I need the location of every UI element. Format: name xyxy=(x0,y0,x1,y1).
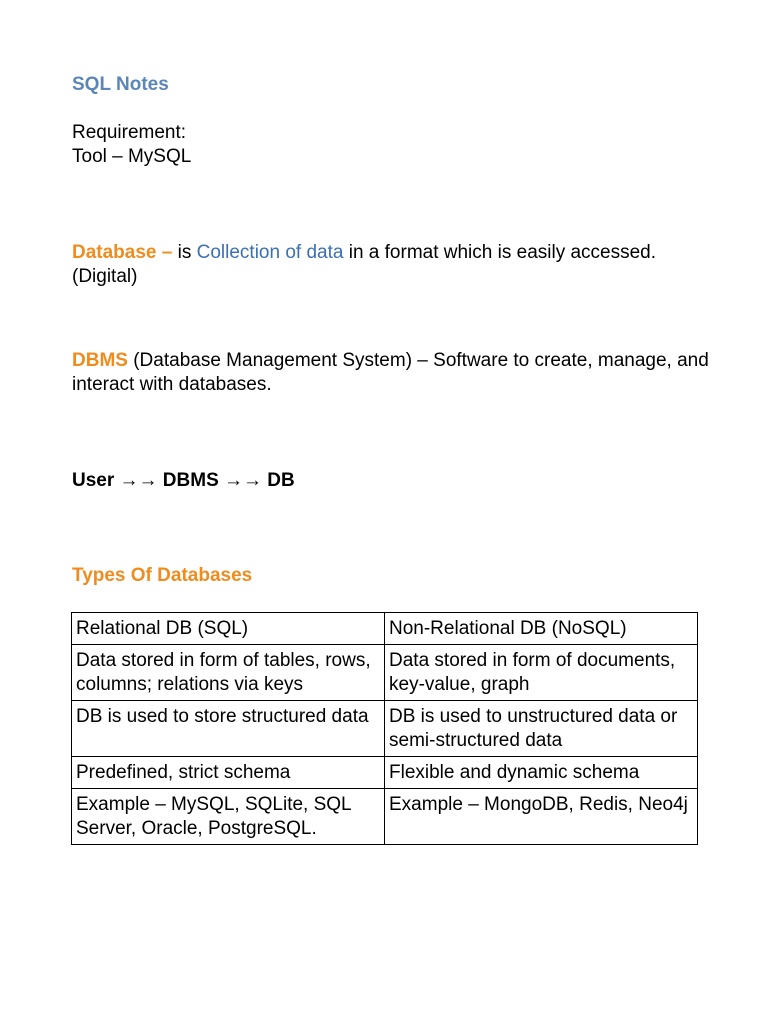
database-rest: in a format which is easily accessed. (Digital) xyxy=(72,242,657,287)
database-is: is xyxy=(172,242,197,263)
table-cell: Example – MongoDB, Redis, Neo4j xyxy=(385,789,698,845)
dbms-term: DBMS xyxy=(72,350,128,371)
types-heading: Types Of Databases xyxy=(72,565,253,586)
table-row xyxy=(72,645,698,701)
table-cell: DB is used to store structured data xyxy=(72,701,385,757)
table-cell: Non-Relational DB (NoSQL) xyxy=(385,613,698,645)
table-cell: Data stored in form of tables, rows, columns; relations via keys xyxy=(72,645,385,701)
table-row xyxy=(72,789,698,845)
dbms-flow: User →→ DBMS →→ DB xyxy=(72,470,295,491)
table-cell: DB is used to unstructured data or semi-structured data xyxy=(385,701,698,757)
database-types-table xyxy=(71,612,698,845)
table-row xyxy=(72,701,698,757)
database-definition xyxy=(72,241,712,289)
database-highlight: Collection of data xyxy=(196,242,344,263)
dbms-rest: (Database Management System) – Software to create, manage, and interact with databases. xyxy=(72,350,709,395)
database-term: Database – xyxy=(72,242,173,263)
requirement-block xyxy=(72,121,191,169)
table-row xyxy=(72,757,698,789)
requirement-label: Requirement: xyxy=(72,122,187,143)
table-cell: Relational DB (SQL) xyxy=(72,613,385,645)
table-cell: Data stored in form of documents, key-value, graph xyxy=(385,645,698,701)
table-cell: Predefined, strict schema xyxy=(72,757,385,789)
table-cell: Example – MySQL, SQLite, SQL Server, Oracle, PostgreSQL. xyxy=(72,789,385,845)
requirement-tool: Tool – MySQL xyxy=(72,146,192,167)
dbms-definition xyxy=(72,349,712,397)
table-cell: Flexible and dynamic schema xyxy=(385,757,698,789)
page-title: SQL Notes xyxy=(72,74,169,95)
table-row xyxy=(72,613,698,645)
